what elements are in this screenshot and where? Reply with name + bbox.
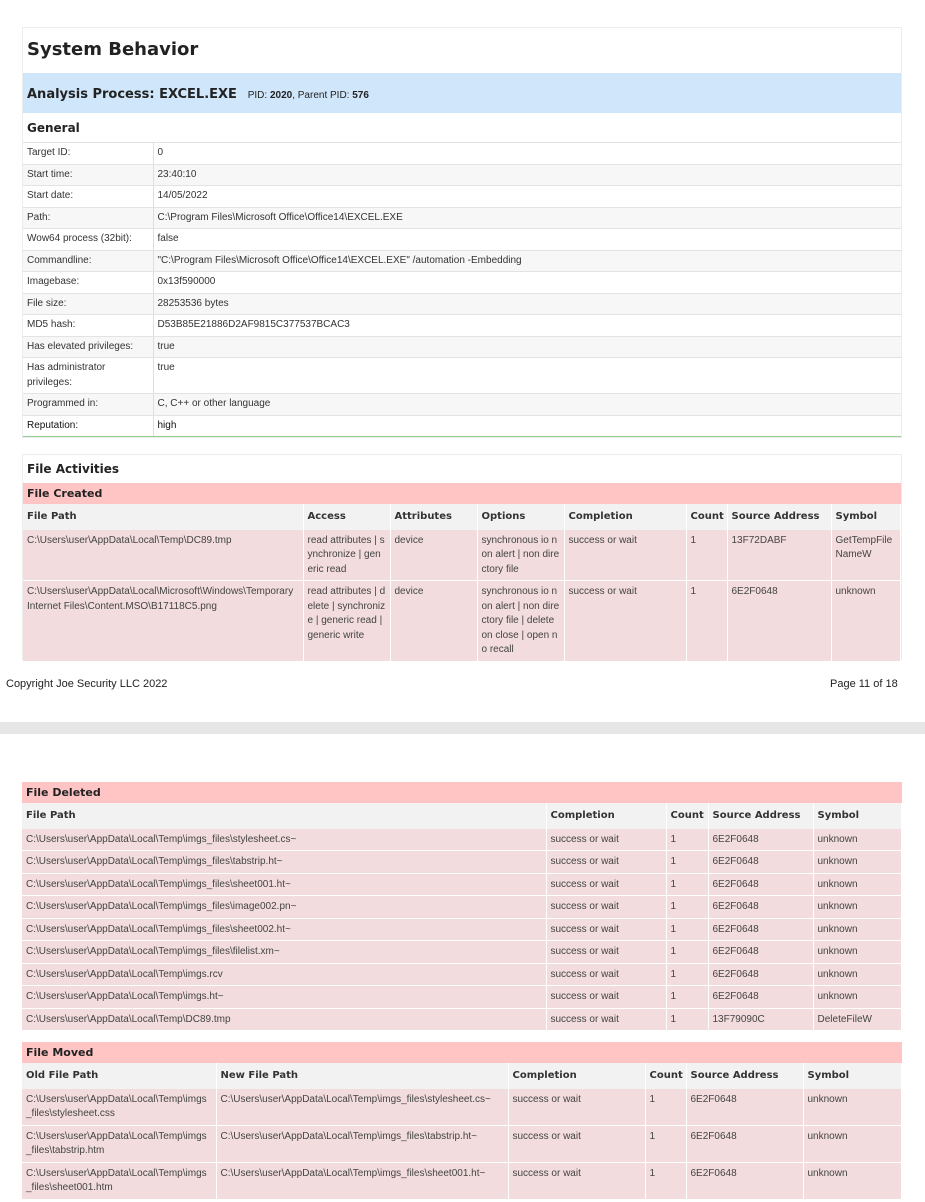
general-key: Programmed in: [23,394,153,416]
general-value: 0 [153,143,901,165]
deleted-cell-count: 1 [666,851,708,874]
moved-col-symbol: Symbol [803,1063,902,1089]
deleted-cell-count: 1 [666,963,708,986]
general-key: Target ID: [23,143,153,165]
created-col-file-path: File Path [23,504,303,530]
created-cell-access: read attributes | synchronize | generic read [303,530,390,581]
file-deleted-header: File Deleted [22,782,902,803]
created-cell-options: synchronous io non alert | non directory file [477,530,564,581]
deleted-cell-symbol: unknown [813,918,902,941]
moved-cell-count: 1 [645,1162,686,1199]
table-row [22,1089,902,1126]
created-col-symbol: Symbol [831,504,901,530]
moved-cell-old-file-path: C:\Users\user\AppData\Local\Temp\imgs_files\tabstrip.htm [22,1125,216,1162]
table-row [22,1008,902,1031]
process-ids [248,90,369,101]
table-row [22,1125,902,1162]
general-value: C, C++ or other language [153,394,901,416]
deleted-cell-count: 1 [666,873,708,896]
pid-label: PID: [247,90,270,101]
table-row [22,829,902,851]
deleted-cell-symbol: unknown [813,851,902,874]
deleted-cell-symbol: unknown [813,873,902,896]
general-row [23,315,901,337]
created-col-options: Options [477,504,564,530]
system-behavior-section [22,27,902,438]
moved-cell-source-address: 6E2F0648 [686,1125,803,1162]
deleted-cell-source-address: 13F79090C [708,1008,813,1031]
deleted-cell-completion: success or wait [546,896,666,919]
general-value: false [153,229,901,251]
created-cell-completion: success or wait [564,530,686,581]
general-row [23,358,901,394]
moved-cell-symbol: unknown [803,1162,902,1199]
table-row [22,873,902,896]
moved-cell-completion: success or wait [508,1125,645,1162]
general-row [23,415,901,437]
deleted-cell-count: 1 [666,896,708,919]
file-moved-table [22,1063,902,1200]
general-key: Wow64 process (32bit): [23,229,153,251]
table-row [22,941,902,964]
table-row [23,530,901,581]
table-row [23,581,901,662]
created-col-source-address: Source Address [727,504,831,530]
general-key: MD5 hash: [23,315,153,337]
footer-page-number: Page 11 of 18 [830,678,898,690]
moved-cell-source-address: 6E2F0648 [686,1162,803,1199]
general-value: 0x13f590000 [153,272,901,294]
moved-cell-source-address: 6E2F0648 [686,1089,803,1126]
file-created-table [23,504,901,662]
moved-cell-old-file-path: C:\Users\user\AppData\Local\Temp\imgs_files\sheet001.htm [22,1162,216,1199]
moved-cell-new-file-path: C:\Users\user\AppData\Local\Temp\imgs_files\stylesheet.cs~ [216,1089,508,1126]
table-row [22,851,902,874]
deleted-cell-file-path: C:\Users\user\AppData\Local\Temp\imgs_files\filelist.xm~ [22,941,546,964]
moved-col-old-file-path: Old File Path [22,1063,216,1089]
deleted-cell-count: 1 [666,986,708,1009]
general-row [23,143,901,165]
general-row [23,250,901,272]
deleted-cell-file-path: C:\Users\user\AppData\Local\Temp\imgs_files\sheet002.ht~ [22,918,546,941]
analysis-process-bar [23,73,901,113]
general-key: Reputation: [23,415,153,437]
created-cell-file-path: C:\Users\user\AppData\Local\Microsoft\Windows\Temporary Internet Files\Content.MSO\B17118C5.png [23,581,303,662]
report-page-12 [0,734,925,1202]
moved-col-source-address: Source Address [686,1063,803,1089]
deleted-cell-count: 1 [666,941,708,964]
table-row [22,896,902,919]
created-cell-attributes: device [390,581,477,662]
deleted-cell-file-path: C:\Users\user\AppData\Local\Temp\imgs_files\sheet001.ht~ [22,873,546,896]
deleted-cell-completion: success or wait [546,918,666,941]
moved-cell-new-file-path: C:\Users\user\AppData\Local\Temp\imgs_files\tabstrip.ht~ [216,1125,508,1162]
deleted-cell-completion: success or wait [546,873,666,896]
general-key: Path: [23,207,153,229]
deleted-cell-file-path: C:\Users\user\AppData\Local\Temp\imgs_files\stylesheet.cs~ [22,829,546,851]
process-name: Analysis Process: EXCEL.EXE [27,87,237,102]
general-row [23,394,901,416]
deleted-cell-symbol: DeleteFileW [813,1008,902,1031]
file-deleted-section [22,782,902,1026]
deleted-cell-source-address: 6E2F0648 [708,851,813,874]
general-value: 14/05/2022 [153,186,901,208]
general-value: 28253536 bytes [153,293,901,315]
deleted-cell-completion: success or wait [546,941,666,964]
general-title: General [27,121,80,135]
created-cell-symbol: unknown [831,581,901,662]
deleted-col-completion: Completion [546,803,666,829]
moved-cell-old-file-path: C:\Users\user\AppData\Local\Temp\imgs_files\stylesheet.css [22,1089,216,1126]
moved-cell-symbol: unknown [803,1125,902,1162]
deleted-cell-completion: success or wait [546,963,666,986]
file-moved-section [22,1042,902,1202]
file-deleted-table [22,803,902,1031]
deleted-cell-symbol: unknown [813,941,902,964]
section-title: System Behavior [27,39,199,60]
deleted-col-file-path: File Path [22,803,546,829]
general-table [23,142,901,437]
file-activities-title: File Activities [27,462,120,476]
parent-pid-value: 576 [352,90,369,101]
created-col-access: Access [303,504,390,530]
deleted-cell-count: 1 [666,918,708,941]
deleted-cell-source-address: 6E2F0648 [708,918,813,941]
deleted-cell-completion: success or wait [546,829,666,851]
deleted-cell-symbol: unknown [813,986,902,1009]
general-value: "C:\Program Files\Microsoft Office\Office14\EXCEL.EXE" /automation -Embedding [153,250,901,272]
table-row [22,963,902,986]
general-value: C:\Program Files\Microsoft Office\Office14\EXCEL.EXE [153,207,901,229]
created-cell-options: synchronous io non alert | non directory file | delete on close | open no recall [477,581,564,662]
general-row [23,164,901,186]
deleted-col-symbol: Symbol [813,803,902,829]
page-separator [0,722,925,734]
deleted-cell-completion: success or wait [546,1008,666,1031]
general-row [23,229,901,251]
general-key: File size: [23,293,153,315]
deleted-col-source-address: Source Address [708,803,813,829]
general-value: 23:40:10 [153,164,901,186]
general-key: Start time: [23,164,153,186]
parent-pid-label: , Parent PID: [292,90,353,101]
general-value: high [153,415,901,437]
general-key: Has elevated privileges: [23,336,153,358]
deleted-cell-source-address: 6E2F0648 [708,873,813,896]
file-activities-section [22,454,902,660]
moved-cell-completion: success or wait [508,1162,645,1199]
general-key: Commandline: [23,250,153,272]
created-col-completion: Completion [564,504,686,530]
created-cell-source-address: 6E2F0648 [727,581,831,662]
created-col-count: Count [686,504,727,530]
deleted-cell-file-path: C:\Users\user\AppData\Local\Temp\imgs_files\tabstrip.ht~ [22,851,546,874]
general-row [23,186,901,208]
table-row [22,1162,902,1199]
moved-cell-completion: success or wait [508,1089,645,1126]
created-cell-symbol: GetTempFileNameW [831,530,901,581]
general-row [23,293,901,315]
created-cell-count: 1 [686,581,727,662]
created-cell-count: 1 [686,530,727,581]
deleted-cell-count: 1 [666,1008,708,1031]
moved-col-new-file-path: New File Path [216,1063,508,1089]
file-moved-header: File Moved [22,1042,902,1063]
deleted-cell-symbol: unknown [813,896,902,919]
created-cell-source-address: 13F72DABF [727,530,831,581]
deleted-cell-symbol: unknown [813,963,902,986]
created-cell-access: read attributes | delete | synchronize | generic read | generic write [303,581,390,662]
general-row [23,207,901,229]
general-key: Imagebase: [23,272,153,294]
deleted-cell-completion: success or wait [546,851,666,874]
moved-cell-new-file-path: C:\Users\user\AppData\Local\Temp\imgs_files\sheet001.ht~ [216,1162,508,1199]
deleted-cell-source-address: 6E2F0648 [708,829,813,851]
created-cell-attributes: device [390,530,477,581]
deleted-cell-source-address: 6E2F0648 [708,941,813,964]
moved-cell-symbol: unknown [803,1089,902,1126]
deleted-cell-file-path: C:\Users\user\AppData\Local\Temp\imgs.ht~ [22,986,546,1009]
deleted-cell-source-address: 6E2F0648 [708,963,813,986]
moved-cell-count: 1 [645,1125,686,1162]
created-cell-completion: success or wait [564,581,686,662]
moved-cell-count: 1 [645,1089,686,1126]
moved-col-completion: Completion [508,1063,645,1089]
general-value: true [153,358,901,394]
created-cell-file-path: C:\Users\user\AppData\Local\Temp\DC89.tmp [23,530,303,581]
moved-col-count: Count [645,1063,686,1089]
general-value: true [153,336,901,358]
table-row [22,918,902,941]
table-row [22,986,902,1009]
deleted-cell-file-path: C:\Users\user\AppData\Local\Temp\imgs.rcv [22,963,546,986]
general-row [23,336,901,358]
deleted-cell-source-address: 6E2F0648 [708,986,813,1009]
pid-value: 2020 [269,90,293,101]
deleted-col-count: Count [666,803,708,829]
deleted-cell-symbol: unknown [813,829,902,851]
file-created-header: File Created [23,483,901,504]
general-key: Has administrator privileges: [23,358,153,394]
deleted-cell-completion: success or wait [546,986,666,1009]
general-key: Start date: [23,186,153,208]
footer-copyright: Copyright Joe Security LLC 2022 [6,678,168,690]
general-row [23,272,901,294]
deleted-cell-file-path: C:\Users\user\AppData\Local\Temp\imgs_files\image002.pn~ [22,896,546,919]
general-value: D53B85E21886D2AF9815C377537BCAC3 [153,315,901,337]
deleted-cell-file-path: C:\Users\user\AppData\Local\Temp\DC89.tmp [22,1008,546,1031]
created-col-attributes: Attributes [390,504,477,530]
deleted-cell-count: 1 [666,829,708,851]
deleted-cell-source-address: 6E2F0648 [708,896,813,919]
